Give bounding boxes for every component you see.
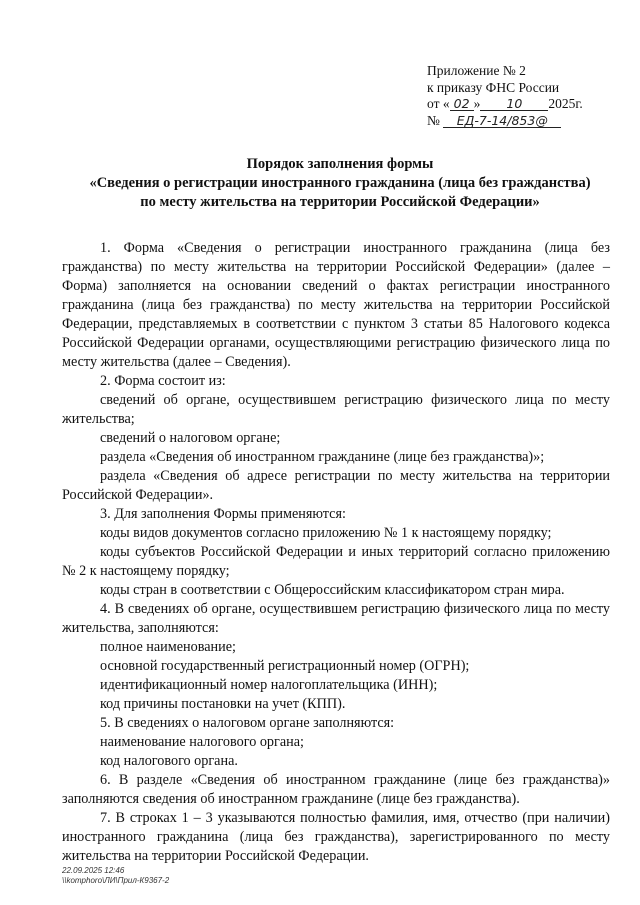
date-prefix: от « <box>427 96 450 111</box>
list-item: код причины постановки на учет (КПП). <box>100 696 346 712</box>
date-suffix: г. <box>575 96 583 111</box>
footer-stamp <box>62 866 169 886</box>
date-month: 10 <box>480 97 548 111</box>
appendix-order-ref: к приказу ФНС России <box>427 79 560 95</box>
paragraph-1: 1. Форма «Сведения о регистрации иностранного гражданина (лица без гражданства) по месту жительства на территории Российской Федерации» (далее – Форма) заполняется на основании сведений о фактах регистрации иностранного гражданина (лица без гражданства) по месту жительства на территории Российской Федерации, представляемых в соответствии с пунктом 3 статьи 85 Налогового кодекса Российской Федерации органами, осуществляющими регистрацию физического лица по месту жительства (далее – Сведения). <box>62 240 610 370</box>
number-value: ЕД-7-14/853@ <box>443 114 561 128</box>
title-line-1: Порядок заполнения формы <box>246 156 434 172</box>
list-item: коды субъектов Российской Федерации и иных территорий согласно приложению № 2 к настоящему порядку; <box>62 544 610 579</box>
title-line-3: по месту жительства на территории Российской Федерации» <box>140 194 540 210</box>
footer-timestamp: 22.09.2025 12:46 <box>62 866 125 875</box>
date-year: 2025 <box>548 96 576 111</box>
appendix-order-number <box>427 113 583 130</box>
number-prefix: № <box>427 112 440 128</box>
list-item: код налогового органа. <box>100 753 238 769</box>
appendix-date <box>427 96 583 113</box>
document-title <box>40 155 640 212</box>
list-item: коды видов документов согласно приложению № 1 к настоящему порядку; <box>100 525 552 541</box>
paragraph-2: 2. Форма состоит из: <box>100 373 226 389</box>
paragraph-5: 5. В сведениях о налоговом органе заполняются: <box>100 715 395 731</box>
list-item: коды стран в соответствии с Общероссийским классификатором стран мира. <box>100 582 565 598</box>
appendix-header <box>427 63 583 129</box>
list-item: сведений о налоговом органе; <box>100 430 281 446</box>
list-item: сведений об органе, осуществившем регистрацию физического лица по месту жительства; <box>62 392 610 427</box>
appendix-number: Приложение № 2 <box>427 63 526 78</box>
list-item: наименование налогового органа; <box>100 734 304 750</box>
paragraph-6: 6. В разделе «Сведения об иностранном гражданине (лице без гражданства)» заполняются сведения об иностранном гражданине (лице без гражданства). <box>62 772 610 807</box>
date-day: 02 <box>450 97 474 111</box>
document-body <box>62 239 610 866</box>
paragraph-4: 4. В сведениях об органе, осуществившем регистрацию физического лица по месту жительства, заполняются: <box>62 601 610 636</box>
paragraph-3: 3. Для заполнения Формы применяются: <box>100 506 346 522</box>
list-item: раздела «Сведения об адресе регистрации по месту жительства на территории Российской Федерации». <box>62 468 610 503</box>
footer-file-path: \\komphoro\ЛИ\Прил-К9367-2 <box>62 876 170 885</box>
list-item: раздела «Сведения об иностранном гражданине (лице без гражданства)»; <box>100 449 545 465</box>
list-item: полное наименование; <box>100 639 236 655</box>
title-line-2: «Сведения о регистрации иностранного гражданина (лица без гражданства) <box>89 175 591 191</box>
paragraph-7: 7. В строках 1 – 3 указываются полностью фамилия, имя, отчество (при наличии) иностранного гражданина (лица без гражданства), зарегистрированного по месту жительства на территории Российской Федерации. <box>62 810 610 864</box>
list-item: основной государственный регистрационный номер (ОГРН); <box>100 658 470 674</box>
list-item: идентификационный номер налогоплательщика (ИНН); <box>100 677 438 693</box>
date-mid: » <box>473 96 481 111</box>
